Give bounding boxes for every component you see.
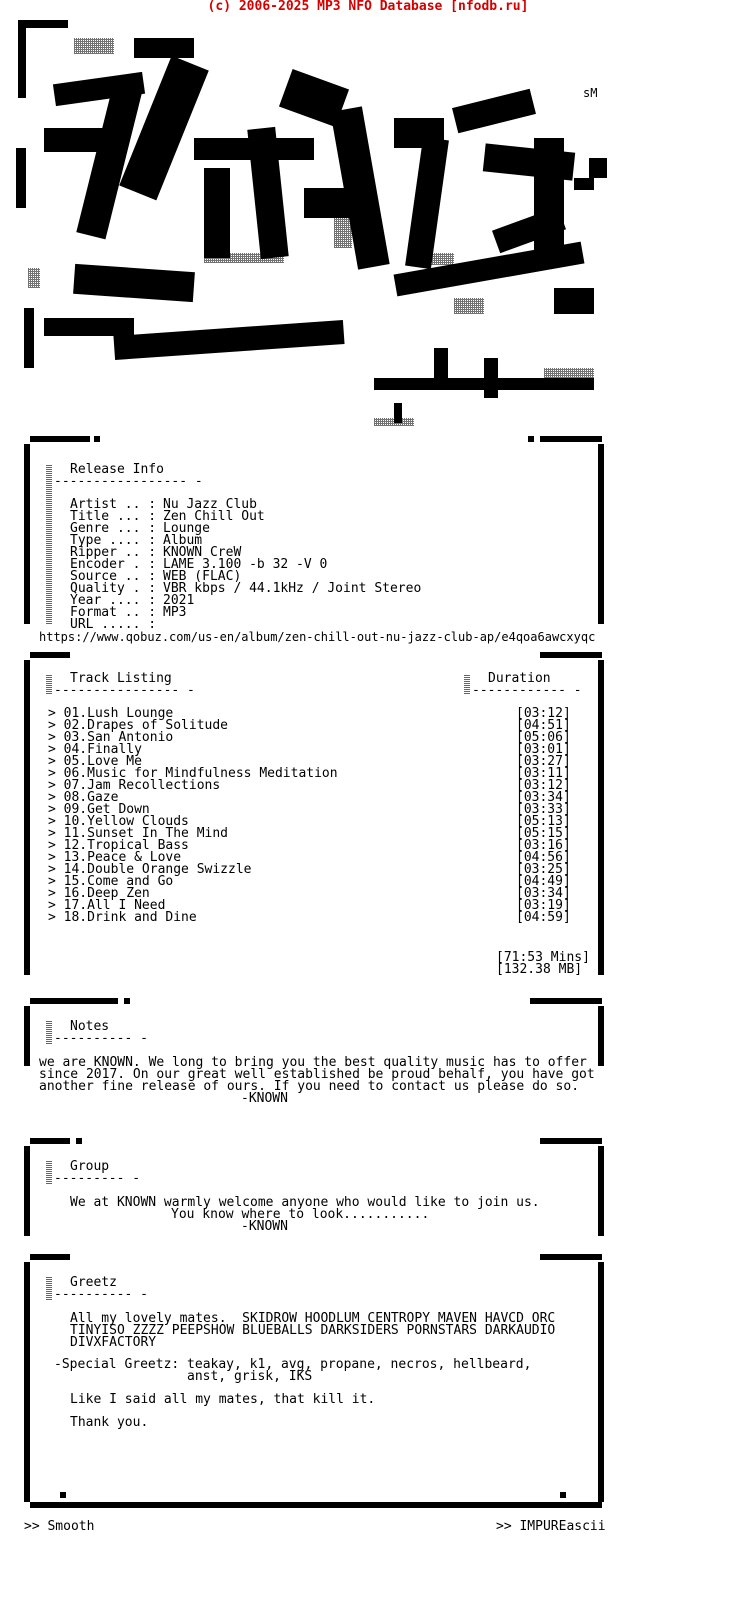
special-greetz-line: -Special Greetz: teakay, k1, avg, propane, necros, hellbeard, [54,1357,532,1372]
track-duration: [03:27] [516,754,571,769]
track-duration: [03:11] [516,766,571,781]
greetz-mates-line: All my lovely mates. SKIDROW HOODLUM CENTROPY MAVEN HAVCD ORC [70,1311,556,1326]
group-line: We at KNOWN warmly welcome anyone who would like to join us. [70,1195,540,1210]
track-title: > 09.Get Down [48,802,150,817]
track-listing-title: Track Listing [70,671,172,686]
group-underline: --------- - [54,1171,141,1186]
label-url: URL ..... : [70,617,157,632]
duration-header: Duration [488,671,551,686]
greetz-mates-line: DIVXFACTORY [70,1335,157,1350]
group-title: Group [70,1159,110,1174]
ascii-logo-art [14,18,624,418]
track-title: > 07.Jam Recollections [48,778,221,793]
group-line: You know where to look........... [171,1207,430,1222]
track-duration: [03:33] [516,802,571,817]
label-artist: Artist .. : [70,497,157,512]
notes-line: another fine release of ours. If you need to contact us please do so. [39,1079,580,1094]
total-time: [71:53 Mins] [496,950,590,965]
value-genre: Lounge [163,521,210,536]
track-title: > 02.Drapes of Solitude [48,718,229,733]
track-title: > 03.San Antonio [48,730,174,745]
greetz-thanks: Thank you. [70,1415,149,1430]
track-title: > 18.Drink and Dine [48,910,197,925]
release-info-underline: ----------------- - [54,474,203,489]
notes-signoff: -KNOWN [241,1091,288,1106]
track-title: > 17.All I Need [48,898,166,913]
track-title: > 01.Lush Lounge [48,706,174,721]
track-duration: [04:49] [516,874,571,889]
label-title: Title ... : [70,509,157,524]
value-artist: Nu Jazz Club [163,497,257,512]
track-duration: [05:13] [516,814,571,829]
value-encoder: LAME 3.100 -b 32 -V 0 [163,557,328,572]
greetz-title: Greetz [70,1275,117,1290]
track-duration: [05:06] [516,730,571,745]
track-title: > 05.Love Me [48,754,142,769]
track-duration: [04:56] [516,850,571,865]
label-encoder: Encoder . : [70,557,157,572]
notes-underline: ---------- - [54,1031,148,1046]
greetz-underline: ---------- - [54,1287,148,1302]
total-size: [132.38 MB] [496,962,583,977]
track-title: > 16.Deep Zen [48,886,150,901]
group-signoff: -KNOWN [241,1219,288,1234]
track-title: > 08.Gaze [48,790,119,805]
track-duration: [03:34] [516,790,571,805]
special-greetz-line: anst, grisk, IKS [187,1369,313,1384]
value-year: 2021 [163,593,195,608]
track-title: > 06.Music for Mindfulness Meditation [48,766,338,781]
copyright-header: (c) 2006-2025 MP3 NFO Database [nfodb.ru] [207,0,529,14]
track-title: > 10.Yellow Clouds [48,814,189,829]
track-title: > 14.Double Orange Swizzle [48,862,252,877]
track-title: > 15.Come and Go [48,874,174,889]
track-title: > 04.Finally [48,742,142,757]
release-url-link[interactable]: https://www.qobuz.com/us-en/album/zen-chill-out-nu-jazz-club-ap/e4qoa6awcxyqc [39,630,596,644]
label-ripper: Ripper .. : [70,545,157,560]
track-duration: [03:19] [516,898,571,913]
label-type: Type .... : [70,533,157,548]
value-quality: VBR kbps / 44.1kHz / Joint Stereo [163,581,422,596]
track-title: > 12.Tropical Bass [48,838,189,853]
label-source: Source .. : [70,569,157,584]
notes-line: since 2017. On our great well established be proud behalf, you have got [39,1067,595,1082]
track-title: > 11.Sunset In The Mind [48,826,229,841]
track-duration: [04:59] [516,910,571,925]
value-ripper: KNOWN CreW [163,545,242,560]
track-duration: [03:34] [516,886,571,901]
notes-title: Notes [70,1019,110,1034]
track-duration: [05:15] [516,826,571,841]
notes-line: we are KNOWN. We long to bring you the best quality music has to offer [39,1055,587,1070]
label-format: Format .. : [70,605,157,620]
logo-signature: sM [583,86,598,100]
value-source: WEB (FLAC) [163,569,242,584]
label-quality: Quality . : [70,581,157,596]
release-info-title: Release Info [70,462,164,477]
label-year: Year .... : [70,593,157,608]
footer-credit-right: >> IMPUREascii [496,1519,606,1534]
track-duration: [03:16] [516,838,571,853]
value-format: MP3 [163,605,187,620]
duration-underline: ------------ - [472,683,582,698]
track-duration: [03:12] [516,706,571,721]
value-type: Album [163,533,203,548]
track-title: > 13.Peace & Love [48,850,182,865]
value-title: Zen Chill Out [163,509,265,524]
track-listing-underline: ---------------- - [54,683,195,698]
track-duration: [03:01] [516,742,571,757]
footer-credit-left: >> Smooth [24,1519,95,1534]
track-duration: [03:25] [516,862,571,877]
greetz-mates-line: TINYISO ZZZZ PEEPSHOW BLUEBALLS DARKSIDERS PORNSTARS DARKAUDIO [70,1323,556,1338]
greetz-like-line: Like I said all my mates, that kill it. [70,1392,376,1407]
label-genre: Genre ... : [70,521,157,536]
track-duration: [04:51] [516,718,571,733]
track-duration: [03:12] [516,778,571,793]
